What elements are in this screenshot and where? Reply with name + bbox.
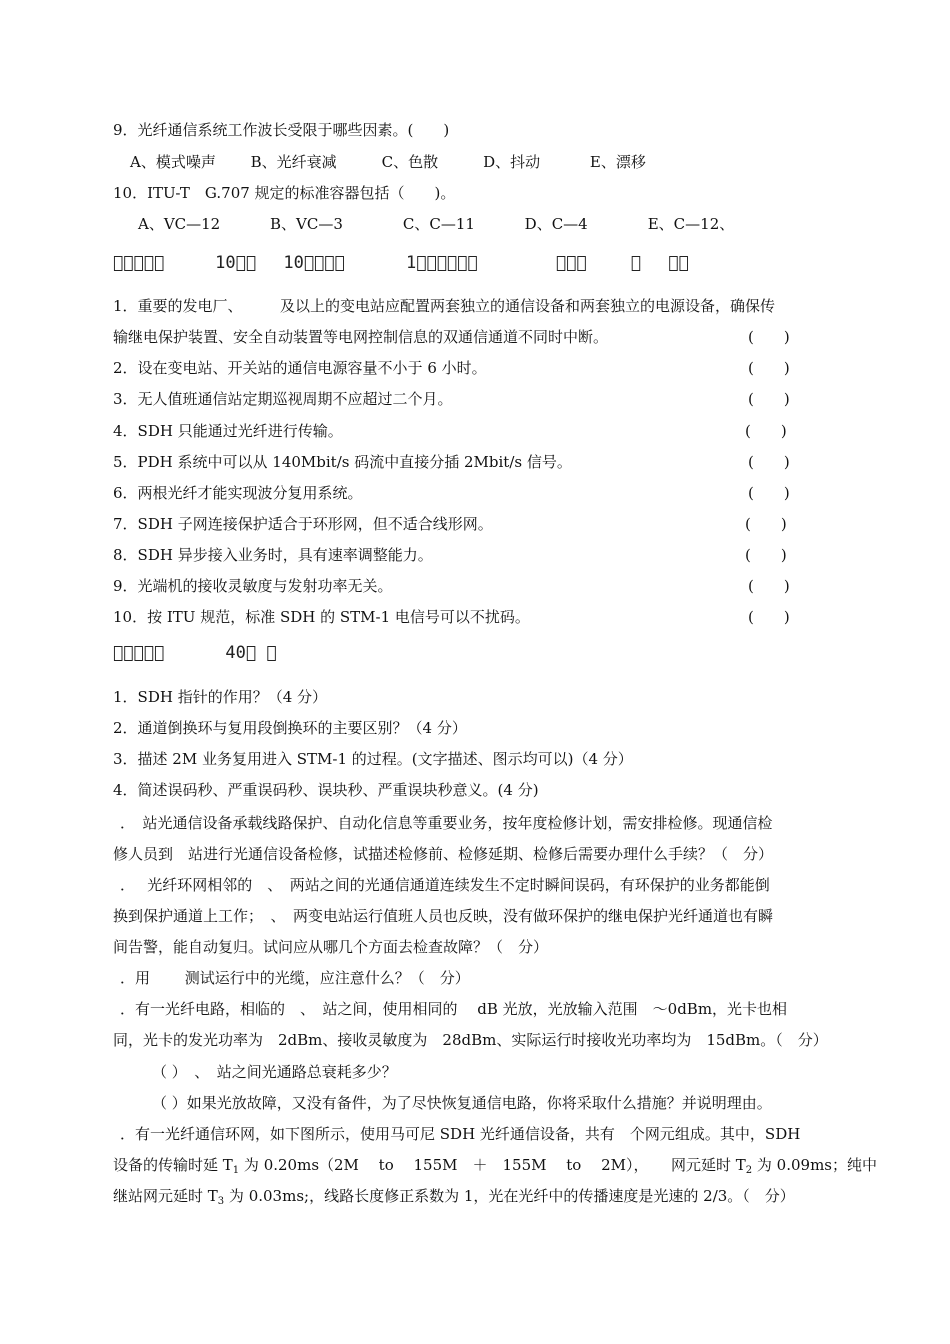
long-question-7: ．用 测试运行中的光缆，应注意什么？（ 分） <box>120 969 470 987</box>
tf-item-5: 5．PDH 系统中可以从 140Mbit/s 码流中直接分插 2Mbit/s 信号。 <box>113 453 572 471</box>
subscript-3: 3 <box>217 1196 225 1207</box>
tf-item-7-answer-blank[interactable]: ( ) <box>745 515 787 533</box>
long-question-6-line2: 换到保护通道上工作； 、 两变电站运行值班人员也反映，没有做环保护的继电保护光纤通道也有瞬 <box>113 907 774 925</box>
long-question-8-line1: ．有一光纤电路，相临的 、 站之间，使用相同的 dB 光放，光放输入范围 ～0dBm，光卡也相 <box>120 1000 788 1018</box>
long-question-6-line1: ． 光纤环网相邻的 、 两站之间的光通信通道连续发生不定时瞬间误码，有环保护的业务都能倒 <box>120 876 770 894</box>
long-question-5-line2: 修人员到 站进行光通信设备检修，试描述检修前、检修延期、检修后需要办理什么手续？（ 分） <box>113 845 774 863</box>
section-header-short-answer: 􀀀􀀀􀀀􀀀􀀀 40􀀀 􀀀 <box>113 643 277 663</box>
subscript-1: 1 <box>232 1165 240 1176</box>
tf-item-5-answer-blank[interactable]: ( ) <box>748 453 790 471</box>
mc-question-10: 10．ITU-T G.707 规定的标准容器包括（ )。 <box>113 184 456 202</box>
q9-text-e: 为 0.03ms;，线路长度修正系数为 1，光在光纤中的传播速度是光速的 2/3。（ 分） <box>224 1187 795 1205</box>
long-question-8-part-1: （ ） 、 站之间光通路总衰耗多少？ <box>152 1063 397 1081</box>
sa-question-3: 3．描述 2M 业务复用进入 STM-1 的过程。(文字描述、图示均可以)（4 分） <box>113 750 633 768</box>
tf-item-1-answer-blank[interactable]: ( ) <box>748 328 790 346</box>
tf-item-2: 2．设在变电站、开关站的通信电源容量不小于 6 小时。 <box>113 359 487 377</box>
long-question-5-line1: ． 站光通信设备承载线路保护、自动化信息等重要业务，按年度检修计划，需安排检修。现通信检 <box>120 814 773 832</box>
subscript-2: 2 <box>745 1165 753 1176</box>
long-question-8-line2: 同，光卡的发光功率为 2dBm、接收灵敏度为 28dBm、实际运行时接收光功率均为 15dBm。（ 分） <box>113 1031 828 1049</box>
section-header-true-false: 􀀀􀀀􀀀􀀀􀀀 10􀀀􀀀 10􀀀􀀀􀀀􀀀 1􀀀􀀀􀀀􀀀􀀀􀀀 􀀀􀀀􀀀 􀀀 􀀀􀀀 <box>113 253 689 273</box>
sa-question-4: 4．简述误码秒、严重误码秒、误块秒、严重误块秒意义。(4 分) <box>113 781 539 799</box>
long-question-8-part-2: （ ）如果光放故障，又没有备件，为了尽快恢复通信电路，你将采取什么措施？并说明理由。 <box>152 1094 772 1112</box>
tf-item-6: 6．两根光纤才能实现波分复用系统。 <box>113 484 363 502</box>
tf-item-9: 9．光端机的接收灵敏度与发射功率无关。 <box>113 577 393 595</box>
tf-item-3: 3．无人值班通信站定期巡视周期不应超过二个月。 <box>113 390 453 408</box>
q9-text-b: 为 0.20ms（2M to 155M ＋ 155M to 2M）， 网元延时 T <box>239 1156 746 1174</box>
tf-item-8: 8．SDH 异步接入业务时，具有速率调整能力。 <box>113 546 433 564</box>
tf-item-2-answer-blank[interactable]: ( ) <box>748 359 790 377</box>
sa-question-1: 1．SDH 指针的作用？（4 分） <box>113 688 328 706</box>
tf-item-7: 7．SDH 子网连接保护适合于环形网，但不适合线形网。 <box>113 515 493 533</box>
tf-item-6-answer-blank[interactable]: ( ) <box>748 484 790 502</box>
q9-text-a: 设备的传输时延 T <box>113 1156 233 1174</box>
long-question-6-line3: 间告警，能自动复归。试问应从哪几个方面去检查故障？（ 分） <box>113 938 549 956</box>
tf-item-8-answer-blank[interactable]: ( ) <box>745 546 787 564</box>
q9-text-d: 继站网元延时 T <box>113 1187 218 1205</box>
tf-item-10: 10．按 ITU 规范，标准 SDH 的 STM-1 电信号可以不扰码。 <box>113 608 530 626</box>
mc-question-9: 9．光纤通信系统工作波长受限于哪些因素。( ) <box>113 121 450 139</box>
long-question-9-line1: ．有一光纤通信环网，如下图所示，使用马可尼 SDH 光纤通信设备，共有 个网元组成。其中，SDH <box>120 1125 801 1143</box>
long-question-9-line2 <box>113 1155 877 1181</box>
sa-question-2: 2．通道倒换环与复用段倒换环的主要区别？（4 分） <box>113 719 467 737</box>
q9-text-c: 为 0.09ms；纯中 <box>752 1156 877 1174</box>
tf-item-3-answer-blank[interactable]: ( ) <box>748 390 790 408</box>
tf-item-4-answer-blank[interactable]: ( ) <box>745 422 787 440</box>
long-question-9-line3 <box>113 1186 795 1212</box>
mc-question-10-options: A、VC—12 B、VC—3 C、C—11 D、C—4 E、C—12、 <box>138 215 735 233</box>
tf-item-4: 4．SDH 只能通过光纤进行传输。 <box>113 422 343 440</box>
tf-item-1-line1: 1．重要的发电厂、 及以上的变电站应配置两套独立的通信设备和两套独立的电源设备，确保传 <box>113 297 776 315</box>
mc-question-9-options: A、模式噪声 B、光纤衰减 C、色散 D、抖动 E、漂移 <box>130 153 646 171</box>
tf-item-1-line2: 输继电保护装置、安全自动装置等电网控制信息的双通信通道不同时中断。 <box>113 328 609 346</box>
tf-item-9-answer-blank[interactable]: ( ) <box>748 577 790 595</box>
tf-item-10-answer-blank[interactable]: ( ) <box>748 608 790 626</box>
